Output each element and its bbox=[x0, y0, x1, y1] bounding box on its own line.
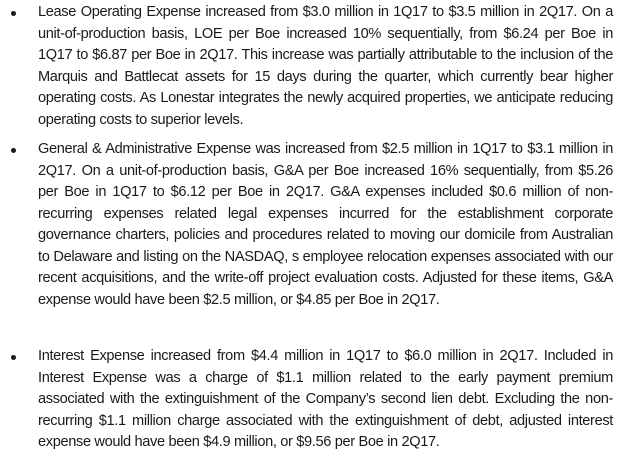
bullet-dot-icon bbox=[11, 148, 16, 153]
bullet-dot-icon bbox=[11, 355, 16, 360]
bullet-dot-icon bbox=[11, 11, 16, 16]
paragraph-lease-operating-expense: Lease Operating Expense increased from $3.0 million in 1Q17 to $3.5 million in 2Q17. On a unit-of-production basis, LOE per Boe increased 10% sequentially, from $6.24 per Boe in 1Q17 to $6.87 per Boe in 2Q17. This increase was partially attributable to the inclusion of the Marquis and Battlecat assets for 15 days during the quarter, which currently bear higher operating costs. As Lonestar integrates the newly acquired properties, we anticipate reducing operating costs to superior levels. bbox=[38, 4, 613, 128]
paragraph-interest-expense: Interest Expense increased from $4.4 million in 1Q17 to $6.0 million in 2Q17. Included in Interest Expense was a charge of $1.1 million related to the early payment premium associated with the extinguishment of the Company’s second lien debt. Excluding the non-recurring $1.1 million charge associated with the extinguishment of debt, adjusted interest expense would have been $4.9 million, or $9.56 per Boe in 2Q17. bbox=[38, 348, 613, 450]
paragraph-general-administrative-expense: General & Administrative Expense was increased from $2.5 million in 1Q17 to $3.1 million in 2Q17. On a unit-of-production basis, G&A per Boe increased 16% sequentially, from $5.26 per Boe in 1Q17 to $6.12 per Boe in 2Q17. G&A expenses included $0.6 million of non-recurring expenses related legal expenses incurred for the establishment corporate governance charters, policies and procedures related to moving our domicile from Australian to Delaware and listing on the NASDAQ, s employee relocation expenses associated with our recent acquisitions, and the write-off project evaluation costs. Adjusted for these items, G&A expense would have been $2.5 million, or $4.85 per Boe in 2Q17. bbox=[38, 141, 613, 308]
